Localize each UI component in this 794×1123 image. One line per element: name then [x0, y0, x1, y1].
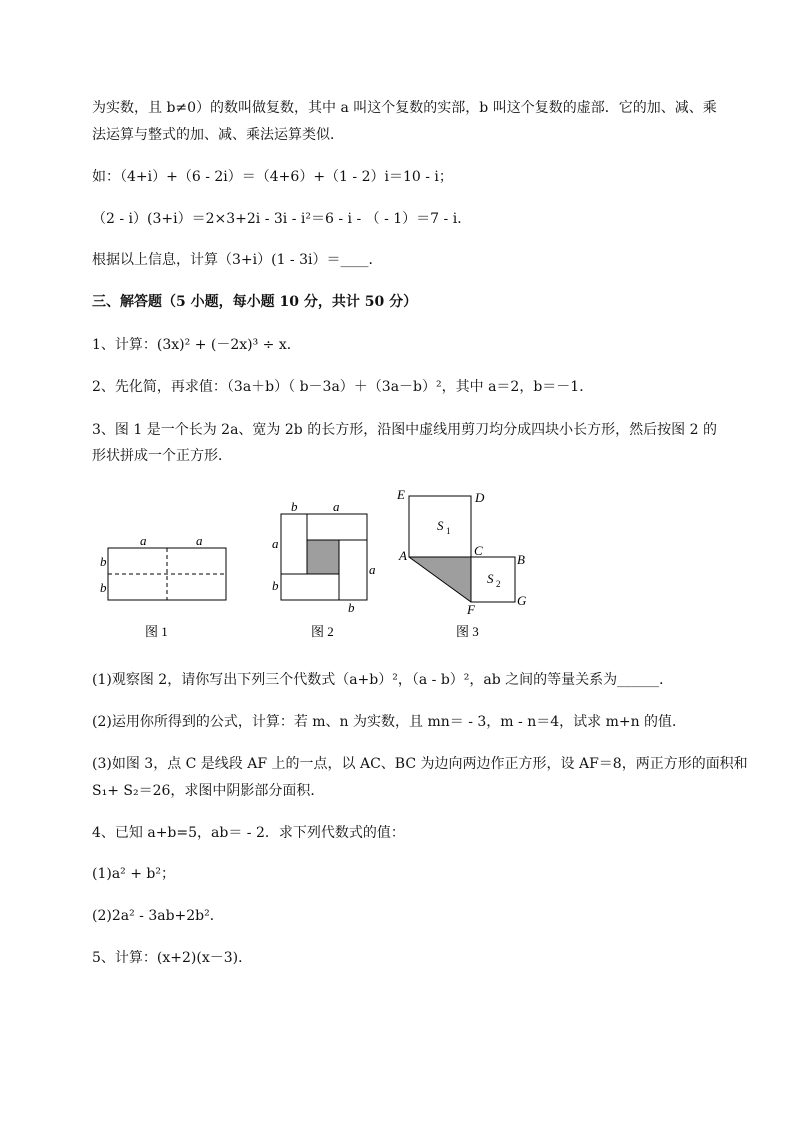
fig3-label-S2: S: [487, 571, 494, 586]
fig3-label-B: B: [517, 552, 525, 567]
fig3-caption: 图 3: [456, 624, 479, 639]
figures: [0, 480, 794, 650]
problem-5: 5、计算：(x+2)(x－3)．: [92, 950, 253, 966]
fig3-label-S1: S: [437, 518, 444, 533]
problem-3-question-3-line-1: (3)如图 3，点 C 是线段 AF 上的一点，以 AC、BC 为边向两边作正方形，设 AF＝8，两正方形的面积和: [92, 756, 748, 772]
problem-3-question-2: (2)运用你所得到的公式，计算：若 m、n 为实数，且 mn＝ - 3，m - n＝4，试求 m+n 的值．: [92, 714, 687, 730]
intro-line-2: 法运算与整式的加、减、乘法运算类似．: [92, 127, 344, 143]
problem-1: 1、计算：(3x)² + (－2x)³ ÷ x．: [92, 337, 301, 353]
fig2-label-a-top: a: [333, 499, 340, 514]
example-1: 如：（4+i）+（6 - 2i）＝（4+6）+（1 - 2）i＝10 - i；: [92, 169, 453, 185]
problem-4-question-1: (1)a² + b²；: [92, 866, 175, 882]
fig2-label-b-left: b: [272, 578, 279, 593]
fig3-label-F: F: [467, 602, 475, 617]
fig2-label-a-right: a: [369, 562, 376, 577]
fig3-label-S1-sub: 1: [446, 526, 451, 536]
problem-4-question-2: (2)2a² - 3ab+2b²．: [92, 908, 224, 924]
fig3-label-A: A: [399, 548, 407, 563]
fig2-caption: 图 2: [311, 624, 334, 639]
fig3-label-C: C: [474, 543, 483, 558]
fig2-label-b-bottom: b: [348, 600, 355, 615]
problem-3-line-1: 3、图 1 是一个长为 2a、宽为 2b 的长方形，沿图中虚线用剪刀均分成四块小长方形，然后按图 2 的: [92, 422, 717, 438]
problem-3-question-3-line-2: S₁+ S₂＝26，求图中阴影部分面积．: [92, 783, 325, 799]
fig1-label-b-bottom: b: [100, 580, 107, 595]
fig2-label-b-top: b: [291, 499, 298, 514]
figure-1: [100, 533, 226, 639]
problem-2: 2、先化简，再求值：（3a＋b）（ b－3a）＋（3a－b）²，其中 a＝2，b＝－1．: [92, 379, 594, 395]
fig3-label-E: E: [397, 487, 405, 502]
fig1-label-a-left: a: [140, 533, 147, 548]
fig3-label-G: G: [517, 593, 527, 608]
fig3-label-S2-sub: 2: [496, 579, 501, 589]
section-title: 三、解答题（5 小题，每小题 10 分，共计 50 分）: [92, 294, 418, 310]
intro-question: 根据以上信息，计算（3+i）(1 - 3i）＝____．: [92, 252, 383, 268]
figure-3: [396, 487, 527, 639]
figure-2: [272, 499, 376, 639]
problem-3-line-2: 形状拼成一个正方形．: [92, 448, 232, 464]
problem-3-question-1: (1)观察图 2，请你写出下列三个代数式（a+b）²，（a - b）²，ab 之间的等量关系为______．: [92, 672, 674, 688]
example-2: （2 - i）(3+i）＝2×3+2i - 3i - i²＝6 - i - （ - 1）＝7 - i．: [92, 211, 472, 227]
problem-4: 4、已知 a+b=5，ab＝ - 2．求下列代数式的值：: [92, 825, 405, 841]
intro-line-1: 为实数，且 b≠0）的数叫做复数，其中 a 叫这个复数的实部，b 叫这个复数的虚部．它的加、减、乘: [92, 100, 717, 116]
fig1-label-b-top: b: [100, 554, 107, 569]
fig1-caption: 图 1: [145, 624, 168, 639]
fig1-label-a-right: a: [196, 533, 203, 548]
fig3-label-D: D: [475, 490, 485, 505]
fig2-label-a-left: a: [272, 536, 279, 551]
